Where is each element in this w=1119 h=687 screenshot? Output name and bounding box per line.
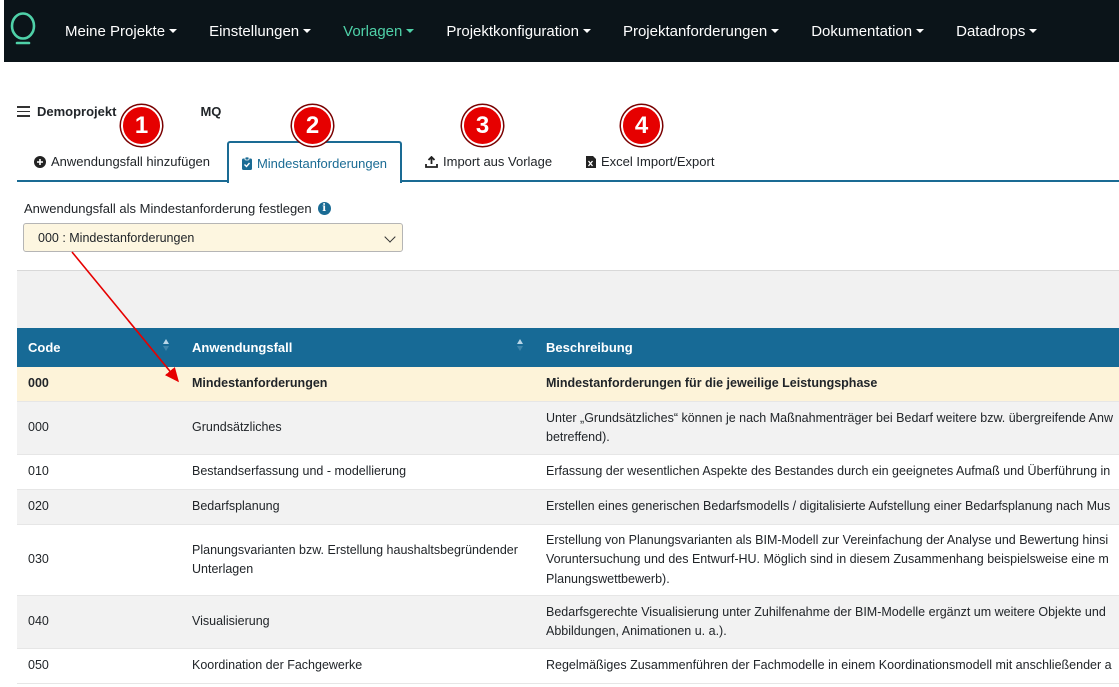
cell-anwendungsfall: Bestandserfassung und - modellierung [192,464,407,479]
table-row[interactable] [17,367,1119,402]
clipboard-check-icon [242,157,252,170]
tab-excel-import-export[interactable] [586,141,714,182]
tab-anwendungsfall-hinzufuegen[interactable] [34,141,210,182]
cell-beschreibung: Erstellung von Planungsvarianten als BIM-Modell zur Vereinfachung der Analyse und Bewertung hinsi Voruntersuchung und des Entwurf-HU. Möglich sind in diesem Zusammenhang beispielsweise eine m Planungswettbewerb). [546,532,1109,586]
caret-down-icon [169,29,177,33]
toolbar-band [17,270,1119,328]
hamburger-menu-icon[interactable] [17,106,30,117]
nav-item-label: Meine Projekte [65,22,166,40]
tab-label: Import aus Vorlage [443,154,553,169]
select-value: 000 : Mindestanforderungen [38,230,195,245]
cell-anwendungsfall: Visualisierung [192,614,270,629]
sort-icon[interactable] [517,339,523,344]
nav-item-label: Projektkonfiguration [446,22,579,40]
cell-code: 050 [28,658,49,673]
tab-import-aus-vorlage[interactable] [425,141,552,182]
sort-icon[interactable] [163,339,169,344]
caret-down-icon [916,29,924,33]
caret-down-icon [771,29,779,33]
cell-code: 040 [28,614,49,629]
annotation-badge-4: 4 [621,105,662,146]
nav-item-label: Projektanforderungen [622,22,768,40]
cell-anwendungsfall: Planungsvarianten bzw. Erstellung haushaltsbegründender Unterlagen [192,542,518,576]
tab-label: Anwendungsfall hinzufügen [51,154,211,169]
annotation-badge-2: 2 [292,105,333,146]
project-title-end: MQ [200,104,222,119]
table-header [17,328,1119,367]
upload-icon [425,156,438,168]
table-row[interactable] [17,490,1119,525]
caret-down-icon [1029,29,1037,33]
logo-icon[interactable] [8,10,38,48]
top-navbar [4,0,1119,62]
cell-anwendungsfall: Koordination der Fachgewerke [192,658,363,673]
caret-down-icon [583,29,591,33]
cell-beschreibung: Mindestanforderungen für die jeweilige Leistungsphase [546,376,878,391]
nav-item-label: Datadrops [956,22,1026,40]
chevron-down-icon [384,231,395,242]
cell-beschreibung: Erstellen eines generischen Bedarfsmodells / digitalisierte Aufstellung einer Bedarfsplanung nach Mus [546,499,1111,514]
select-label [24,201,331,216]
nav-item-dokumentation[interactable] [795,0,940,62]
plus-circle-icon [34,156,46,168]
select-label-text: Anwendungsfall als Mindestanforderung festlegen [24,201,312,216]
nav-item-label: Einstellungen [209,22,300,40]
cell-anwendungsfall: Grundsätzliches [192,420,282,435]
nav-item-vorlagen[interactable] [327,0,430,62]
table-row[interactable] [17,525,1119,596]
cell-anwendungsfall: Bedarfsplanung [192,499,280,514]
cell-code: 020 [28,499,49,514]
nav-item-einstellungen[interactable] [193,0,327,62]
annotation-badge-3: 3 [462,105,503,146]
excel-file-icon [586,156,596,168]
nav-item-projektkonfiguration[interactable] [430,0,607,62]
nav-menu [49,0,1053,62]
cell-beschreibung: Bedarfsgerechte Visualisierung unter Zuhilfenahme der BIM-Modelle ergänzt um weitere Objekte und Abbildungen, Animationen u. a.). [546,604,1106,638]
cell-code: 030 [28,552,49,567]
tab-label: Excel Import/Export [601,154,715,169]
anwendungsfall-table [17,328,1119,684]
table-row[interactable] [17,596,1119,649]
project-title-start: Demoprojekt [37,104,117,119]
mindestanforderung-select[interactable] [23,223,403,252]
nav-item-datadrops[interactable] [940,0,1053,62]
nav-item-projektanforderungen[interactable] [607,0,795,62]
table-row[interactable] [17,455,1119,490]
table-row[interactable] [17,402,1119,455]
cell-beschreibung: Regelmäßiges Zusammenführen der Fachmodelle in einem Koordinationsmodell mit anschließender a [546,658,1112,673]
cell-code: 000 [28,420,49,435]
annotation-badge-1: 1 [121,105,162,146]
nav-item-label: Vorlagen [343,22,403,40]
tab-label: Mindestanforderungen [256,155,388,171]
cell-beschreibung: Unter „Grundsätzliches“ können je nach Maßnahmenträger bei Bedarf weitere bzw. übergreifende Anw betreffend). [546,410,1113,444]
nav-item-label: Dokumentation [811,22,913,40]
column-header-beschreibung[interactable]: Beschreibung [546,340,633,355]
caret-down-icon [406,29,414,33]
tab-bar [17,141,1119,182]
cell-anwendungsfall: Mindestanforderungen [192,376,328,391]
column-header-code[interactable]: Code [28,340,61,355]
caret-down-icon [303,29,311,33]
nav-item-meine-projekte[interactable] [49,0,193,62]
column-header-anwendungsfall[interactable]: Anwendungsfall [192,340,293,355]
cell-beschreibung: Erfassung der wesentlichen Aspekte des Bestandes durch ein geeignetes Aufmaß und Überführung in [546,464,1111,479]
info-icon[interactable]: i [318,202,331,215]
cell-code: 000 [28,376,49,391]
cell-code: 010 [28,464,49,479]
table-row[interactable] [17,649,1119,684]
tab-mindestanforderungen[interactable] [227,141,402,183]
project-title [17,104,221,119]
